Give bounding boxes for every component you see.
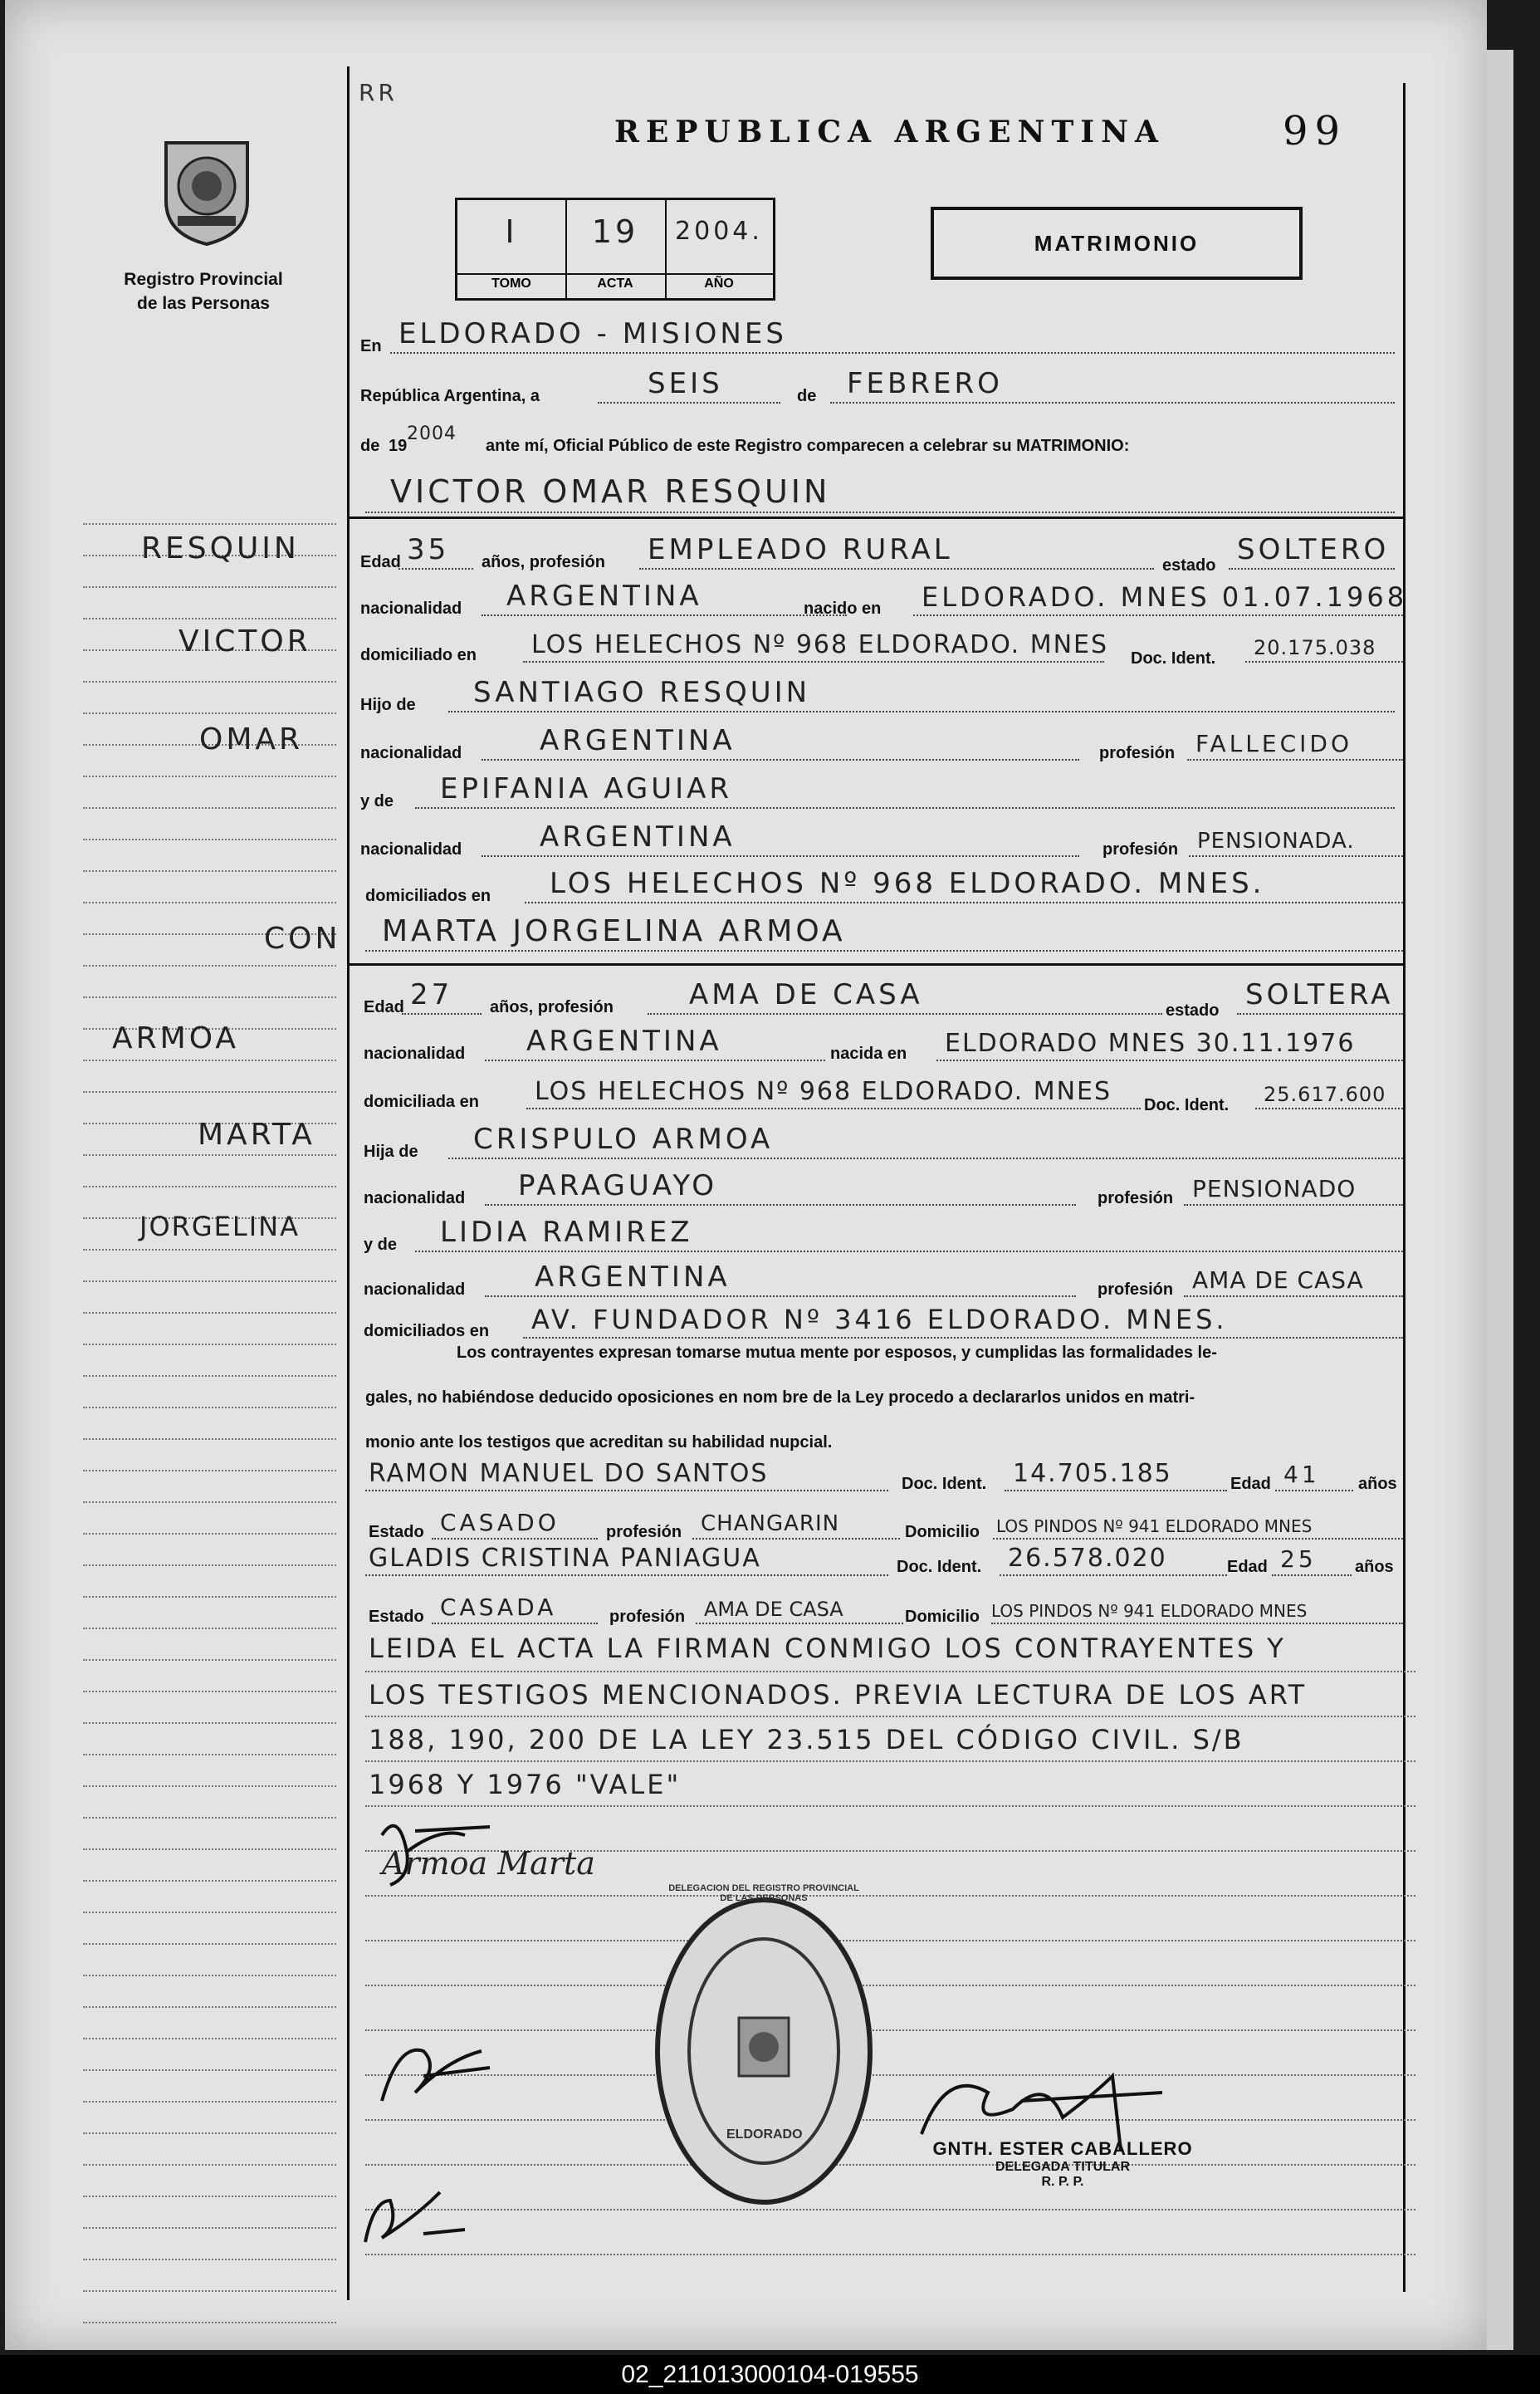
bride-dom-label: domiciliada en	[364, 1093, 479, 1111]
groom-anos-label: años, profesión	[482, 553, 605, 571]
margin-name: MARTA	[198, 1118, 315, 1152]
closing-note-4: 1968 Y 1976 "VALE"	[369, 1769, 682, 1800]
witness2-doc-label: Doc. Ident.	[897, 1558, 982, 1576]
closing-note-1: LEIDA EL ACTA LA FIRMAN CONMIGO LOS CONTRAYENTES Y	[369, 1633, 1286, 1664]
bride-address-field: LOS HELECHOS Nº 968 ELDORADO. MNES	[526, 1080, 1141, 1109]
blank-ruled-line	[365, 1985, 1415, 1986]
margin-ruled-line	[83, 1564, 336, 1566]
official-stamp: GNTH. ESTER CABALLERO DELEGADA TITULAR R. P. P.	[932, 2138, 1193, 2189]
groom-estado-label: estado	[1162, 556, 1216, 575]
groom-father-profession-field: FALLECIDO	[1187, 731, 1403, 761]
groom-edad-label: Edad	[360, 553, 401, 571]
bride-parents-address-field: AV. FUNDADOR Nº 3416 ELDORADO. MNES.	[523, 1309, 1403, 1339]
book-edge	[1487, 50, 1513, 2350]
witness2-status-field: CASADA	[432, 1594, 598, 1624]
blank-ruled-line	[365, 2209, 1415, 2210]
right-rule	[1403, 83, 1406, 2292]
margin-ruled-line	[83, 586, 336, 588]
witness2-address-field: LOS PINDOS Nº 941 ELDORADO MNES	[991, 1594, 1403, 1624]
groom-parents-dom-label: domiciliados en	[365, 887, 491, 905]
margin-ruled-line	[83, 1628, 336, 1629]
margin-ruled-line	[83, 1060, 336, 1061]
bride-mother-field: LIDIA RAMIREZ	[415, 1222, 1403, 1252]
bride-mother-prof-label: profesión	[1098, 1280, 1174, 1299]
bride-father-profession-field: PENSIONADO	[1184, 1176, 1403, 1206]
bride-doc-field: 25.617.600	[1255, 1080, 1403, 1109]
margin-ruled-line	[83, 1186, 336, 1187]
bride-born-field: ELDORADO MNES 30.11.1976	[936, 1031, 1403, 1061]
bride-estado-label: estado	[1166, 1001, 1220, 1020]
witness1-estado-label: Estado	[369, 1523, 424, 1541]
margin-ruled-line	[83, 1501, 336, 1503]
margin-rule	[347, 66, 350, 2300]
margin-ruled-line	[83, 618, 336, 619]
margin-ruled-line	[83, 1533, 336, 1535]
groom-status-field: SOLTERO	[1229, 540, 1395, 570]
bride-mother-label: y de	[364, 1236, 398, 1254]
margin-ruled-line	[83, 1975, 336, 1976]
margin-ruled-line	[83, 1848, 336, 1850]
margin-ruled-line	[83, 1312, 336, 1314]
section-separator	[349, 516, 1403, 519]
margin-ruled-line	[83, 902, 336, 903]
margin-ruled-line	[83, 1470, 336, 1471]
year-prefix: 19	[389, 437, 408, 455]
closing-note-2: LOS TESTIGOS MENCIONADOS. PREVIA LECTURA DE LOS ART	[369, 1679, 1308, 1711]
margin-ruled-line	[83, 807, 336, 809]
groom-nac-label: nacionalidad	[360, 600, 462, 618]
witness2-signature-icon	[349, 2167, 498, 2259]
groom-mother-nationality-field: ARGENTINA	[482, 827, 1079, 857]
bride-born-label: nacida en	[830, 1045, 907, 1063]
margin-ruled-line	[83, 839, 336, 840]
bride-nationality-field: ARGENTINA	[485, 1031, 825, 1061]
witness2-age-field: 25	[1272, 1546, 1352, 1576]
margin-ruled-line	[83, 1154, 336, 1156]
margin-ruled-line	[83, 2196, 336, 2197]
republica-label: República Argentina, a	[360, 387, 540, 405]
bride-mother-nationality-field: ARGENTINA	[485, 1267, 1076, 1297]
declaration-text: Los contrayentes expresan tomarse mutua mente por esposos, y cumplidas las formalidades le- gales, no habiéndose deducido oposiciones en nom bre de la Ley procedo a declararlos unidos en matri- monio ante los testigos que acreditan su habilidad nupcial.	[365, 1344, 1217, 1452]
margin-ruled-line	[83, 2164, 336, 2166]
bride-parents-dom-label: domiciliados en	[364, 1322, 490, 1340]
margin-ruled-line	[83, 1785, 336, 1787]
margin-ruled-line	[83, 1912, 336, 1913]
groom-nationality-field: ARGENTINA	[482, 586, 847, 616]
margin-name: JORGELINA	[139, 1211, 300, 1242]
margin-ruled-line	[83, 2227, 336, 2229]
seal-city: ELDORADO	[726, 2127, 803, 2142]
margin-ruled-line	[83, 1817, 336, 1819]
witness1-edad-label: Edad	[1230, 1475, 1271, 1493]
margin-name: VICTOR	[178, 624, 311, 658]
witness2-name-field: GLADIS CRISTINA PANIAGUA	[365, 1546, 888, 1576]
witness1-dom-label: Domicilio	[905, 1523, 980, 1541]
margin-ruled-line	[83, 1249, 336, 1251]
groom-father-label: Hijo de	[360, 696, 416, 714]
witness2-dom-label: Domicilio	[905, 1608, 980, 1626]
bride-signature: Armoa Marta	[382, 1845, 595, 1882]
margin-ruled-line	[83, 1722, 336, 1724]
margin-ruled-line	[83, 1375, 336, 1377]
margin-ruled-line	[83, 523, 336, 525]
groom-parents-address-field: LOS HELECHOS Nº 968 ELDORADO. MNES.	[525, 874, 1403, 903]
bride-father-nationality-field: PARAGUAYO	[485, 1176, 1076, 1206]
blank-ruled-line	[365, 2164, 1415, 2166]
groom-name-field: VICTOR OMAR RESQUIN	[365, 483, 1395, 513]
witness2-prof-label: profesión	[609, 1608, 686, 1626]
bride-mother-nac-label: nacionalidad	[364, 1280, 466, 1299]
bride-doc-label: Doc. Ident.	[1144, 1096, 1230, 1114]
bride-status-field: SOLTERA	[1237, 985, 1403, 1015]
witness1-age-field: 41	[1275, 1461, 1353, 1491]
margin-ruled-line	[83, 681, 336, 683]
margin-ruled-line	[83, 1943, 336, 1945]
margin-ruled-line	[83, 2006, 336, 2008]
tomo-cell: I TOMO	[457, 200, 567, 298]
groom-father-field: SANTIAGO RESQUIN	[448, 683, 1395, 712]
bride-father-field: CRISPULO ARMOA	[448, 1129, 1403, 1159]
registry-emblem-icon	[158, 135, 256, 247]
witness1-prof-label: profesión	[606, 1523, 682, 1541]
margin-ruled-line	[83, 712, 336, 714]
registry-seal-icon	[652, 1893, 876, 2209]
margin-ruled-line	[83, 996, 336, 998]
groom-mother-label: y de	[360, 792, 394, 810]
bride-nac-label: nacionalidad	[364, 1045, 466, 1063]
margin-ruled-line	[83, 1280, 336, 1282]
bride-age-field: 27	[402, 985, 482, 1015]
margin-ruled-line	[83, 2069, 336, 2071]
margin-name: OMAR	[199, 722, 304, 756]
witness1-address-field: LOS PINDOS Nº 941 ELDORADO MNES	[993, 1510, 1403, 1540]
margin-ruled-line	[83, 965, 336, 967]
groom-mother-prof-label: profesión	[1102, 840, 1179, 859]
groom-father-nationality-field: ARGENTINA	[482, 731, 1079, 761]
witness1-profession-field: CHANGARIN	[692, 1510, 900, 1540]
closing-note-3: 188, 190, 200 DE LA LEY 23.515 DEL CÓDIGO CIVIL. S/B	[369, 1724, 1244, 1755]
margin-ruled-line	[83, 776, 336, 777]
witness2-doc-field: 26.578.020	[1000, 1546, 1227, 1576]
margin-ruled-line	[83, 1880, 336, 1882]
groom-dom-label: domiciliado en	[360, 646, 477, 664]
bride-mother-profession-field: AMA DE CASA	[1184, 1267, 1403, 1297]
bride-father-label: Hija de	[364, 1143, 418, 1161]
margin-ruled-line	[83, 2259, 336, 2260]
witness1-signature-icon	[365, 2026, 531, 2126]
year-value: 2004	[407, 423, 457, 444]
country-title: REPUBLICA ARGENTINA	[614, 115, 1165, 149]
witness1-doc-label: Doc. Ident.	[902, 1475, 987, 1493]
groom-father-nac-label: nacionalidad	[360, 744, 462, 762]
acta-cell: 19 ACTA	[565, 200, 667, 298]
section-separator	[349, 963, 1403, 966]
witness2-estado-label: Estado	[369, 1608, 424, 1626]
notes-line	[365, 1716, 1415, 1717]
groom-father-prof-label: profesión	[1099, 744, 1176, 762]
bride-name-field: MARTA JORGELINA ARMOA	[365, 922, 1403, 952]
margin-ruled-line	[83, 1091, 336, 1093]
notes-line	[365, 1671, 1415, 1672]
margin-name: ARMOA	[112, 1021, 240, 1055]
groom-mother-profession-field: PENSIONADA.	[1189, 827, 1403, 857]
margin-ruled-line	[83, 2290, 336, 2292]
margin-ruled-line	[83, 1659, 336, 1661]
witness2-profession-field: AMA DE CASA	[696, 1594, 903, 1624]
initials-annotation: RR	[359, 79, 398, 106]
groom-mother-field: EPIFANIA AGUIAR	[415, 779, 1395, 809]
margin-ruled-line	[83, 870, 336, 872]
bride-anos-label: años, profesión	[490, 998, 614, 1016]
margin-name: CON	[264, 922, 341, 956]
page-number: 99	[1283, 108, 1347, 154]
margin-ruled-line	[83, 2322, 336, 2323]
en-label: En	[360, 337, 382, 355]
witness1-doc-field: 14.705.185	[1005, 1461, 1227, 1491]
groom-born-field: ELDORADO. MNES 01.07.1968	[913, 586, 1403, 616]
groom-address-field: LOS HELECHOS Nº 968 ELDORADO. MNES	[523, 633, 1104, 663]
groom-mother-nac-label: nacionalidad	[360, 840, 462, 859]
witness1-anos-label: años	[1358, 1475, 1397, 1493]
witness1-status-field: CASADO	[432, 1510, 598, 1540]
groom-doc-field: 20.175.038	[1245, 633, 1403, 663]
place-field: ELDORADO - MISIONES	[390, 324, 1395, 354]
witness2-anos-label: años	[1355, 1558, 1394, 1576]
witness1-name-field: RAMON MANUEL DO SANTOS	[365, 1461, 888, 1491]
margin-ruled-line	[83, 1344, 336, 1345]
margin-ruled-line	[83, 2101, 336, 2103]
margin-ruled-line	[83, 1438, 336, 1440]
year-label: de	[360, 437, 380, 455]
day-field: SEIS	[598, 374, 780, 404]
intro-sentence: ante mí, Oficial Público de este Registro comparecen a celebrar su MATRIMONIO:	[486, 437, 1130, 455]
bride-edad-label: Edad	[364, 998, 404, 1016]
blank-ruled-line	[365, 2254, 1415, 2255]
notes-line	[365, 1760, 1415, 1762]
witness2-edad-label: Edad	[1227, 1558, 1268, 1576]
de-label: de	[797, 387, 817, 405]
margin-ruled-line	[83, 2132, 336, 2134]
margin-ruled-line	[83, 1691, 336, 1692]
groom-doc-label: Doc. Ident.	[1131, 649, 1216, 668]
record-reference-box	[455, 198, 775, 301]
groom-profession-field: EMPLEADO RURAL	[639, 540, 1154, 570]
month-field: FEBRERO	[830, 374, 1395, 404]
margin-ruled-line	[83, 1596, 336, 1598]
registry-name: Registro Provincial de las Personas	[124, 270, 283, 313]
margin-name: RESQUIN	[141, 531, 300, 565]
bride-father-nac-label: nacionalidad	[364, 1189, 466, 1207]
record-type-box: MATRIMONIO	[931, 207, 1303, 280]
margin-ruled-line	[83, 2038, 336, 2039]
margin-ruled-line	[83, 1407, 336, 1408]
image-id-caption: 02_211013000104-019555	[0, 2355, 1540, 2394]
bride-father-prof-label: profesión	[1098, 1189, 1174, 1207]
margin-ruled-line	[83, 1754, 336, 1755]
groom-age-field: 35	[398, 540, 473, 570]
groom-born-label: nacido en	[804, 600, 882, 618]
blank-ruled-line	[365, 1940, 1415, 1941]
bride-profession-field: AMA DE CASA	[648, 985, 1162, 1015]
seal-text: DELEGACION DEL REGISTRO PROVINCIAL DE LAS PERSONAS	[668, 1883, 859, 1903]
anio-cell: 2004. AÑO	[665, 200, 773, 298]
